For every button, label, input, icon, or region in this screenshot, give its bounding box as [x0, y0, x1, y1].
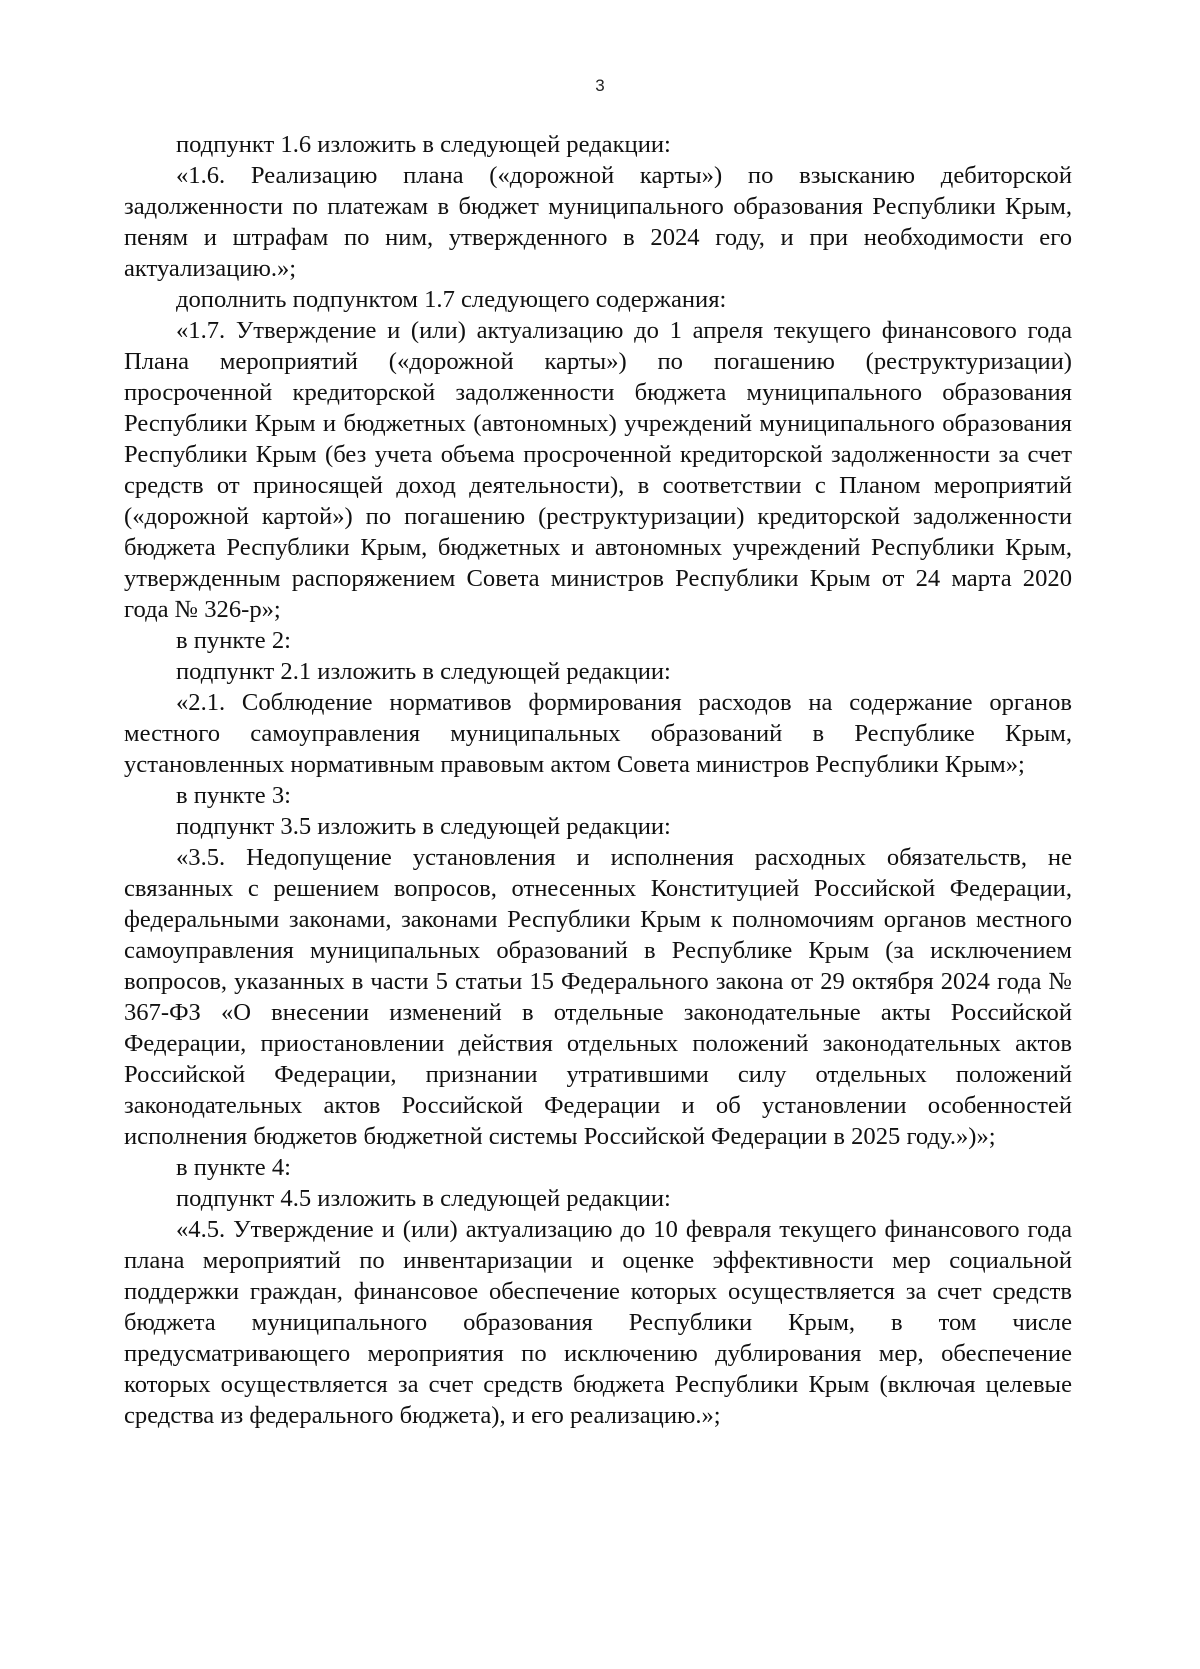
paragraph-instruction-1-6: подпункт 1.6 изложить в следующей редакции:	[176, 131, 671, 158]
paragraph-section-4: в пункте 4:	[176, 1154, 291, 1181]
paragraph-item-1-6: «1.6. Реализацию плана («дорожной карты») по взысканию дебиторской задолженности по платежам в бюджет муниципального образования Республики Крым, пеням и штрафам по ним, утвержденного в 2024 году, и при необходимости его актуализацию.»;	[124, 162, 1072, 282]
paragraph-instruction-1-7: дополнить подпунктом 1.7 следующего содержания:	[176, 286, 727, 313]
paragraph-section-2: в пункте 2:	[176, 627, 291, 654]
paragraph-item-2-1: «2.1. Соблюдение нормативов формирования расходов на содержание органов местного самоуправления муниципальных образований в Республике Крым, установленных нормативным правовым актом Совета министров Республики Крым»;	[124, 689, 1072, 778]
paragraph-instruction-4-5: подпункт 4.5 изложить в следующей редакции:	[176, 1185, 671, 1212]
paragraph-item-4-5: «4.5. Утверждение и (или) актуализацию до 10 февраля текущего финансового года плана мероприятий по инвентаризации и оценке эффективности мер социальной поддержки граждан, финансовое обеспечение которых осуществляется за счет средств бюджета муниципального образования Республики Крым, в том числе предусматривающего мероприятия по исключению дублирования мер, обеспечение которых осуществляется за счет средств бюджета Республики Крым (включая целевые средства из федерального бюджета), и его реализацию.»;	[124, 1216, 1072, 1429]
page-number: 3	[595, 76, 605, 95]
paragraph-item-1-7: «1.7. Утверждение и (или) актуализацию до 1 апреля текущего финансового года Плана мероприятий («дорожной карты») по погашению (реструктуризации) просроченной кредиторской задолженности бюджета муниципального образования Республики Крым и бюджетных (автономных) учреждений муниципального образования Республики Крым (без учета объема просроченной кредиторской задолженности за счет средств от приносящей доход деятельности), в соответствии с Планом мероприятий («дорожной картой») по погашению (реструктуризации) кредиторской задолженности бюджета Республики Крым, бюджетных и автономных учреждений Республики Крым, утвержденным распоряжением Совета министров Республики Крым от 24 марта 2020 года № 326-р»;	[124, 317, 1072, 623]
paragraph-item-3-5: «3.5. Недопущение установления и исполнения расходных обязательств, не связанных с решением вопросов, отнесенных Конституцией Российской Федерации, федеральными законами, законами Республики Крым к полномочиям органов местного самоуправления муниципальных образований в Республике Крым (за исключением вопросов, указанных в части 5 статьи 15 Федерального закона от 29 октября 2024 года № 367-ФЗ «О внесении изменений в отдельные законодательные акты Российской Федерации, приостановлении действия отдельных положений законодательных актов Российской Федерации, признании утратившими силу отдельных положений законодательных актов Российской Федерации и об установлении особенностей исполнения бюджетов бюджетной системы Российской Федерации в 2025 году.»)»;	[124, 844, 1072, 1150]
paragraph-section-3: в пункте 3:	[176, 782, 291, 809]
paragraph-instruction-3-5: подпункт 3.5 изложить в следующей редакции:	[176, 813, 671, 840]
document-body	[124, 129, 1072, 1431]
paragraph-instruction-2-1: подпункт 2.1 изложить в следующей редакции:	[176, 658, 671, 685]
